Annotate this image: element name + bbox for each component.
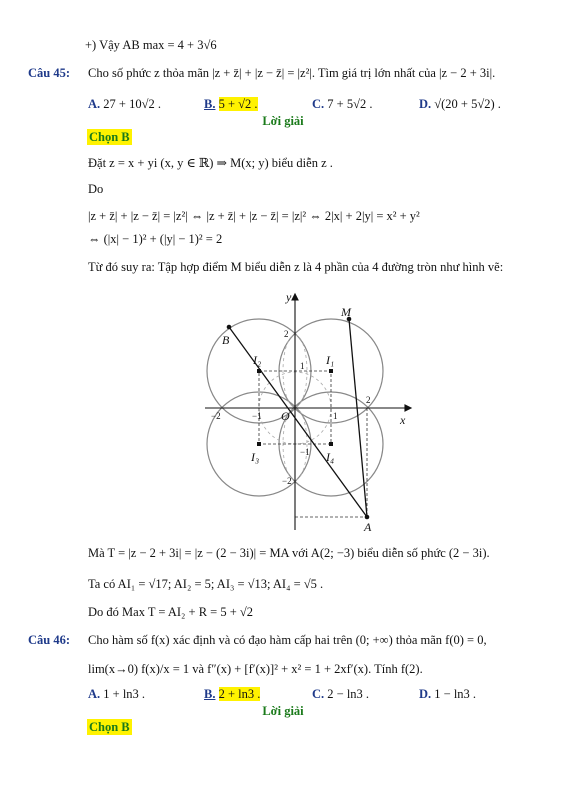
option-text: 5 + √2 . xyxy=(218,97,258,111)
q45-choice: Chọn B xyxy=(89,130,130,144)
option-text: 1 − ln3 . xyxy=(434,687,477,701)
option-text: 7 + 5√2 . xyxy=(327,97,373,111)
q46-option-b[interactable] xyxy=(204,686,260,702)
axis-y-label: y xyxy=(286,290,292,304)
option-text: 2 − ln3 . xyxy=(327,687,370,701)
top-line: +) Vậy AB max = 4 + 3√6 xyxy=(85,38,217,52)
q45-step-3: |z + z̄| + |z − z̄| = |z²| ⇔ |z + z̄| + |z − z̄| = |z|² ⇔ 2|x| + 2|y| = x² + y² xyxy=(88,209,420,223)
q46-solution-title: Lời giải xyxy=(262,704,304,718)
circles-figure xyxy=(198,285,418,535)
tick-y-2: 2 xyxy=(284,329,289,339)
tick-y-1: 1 xyxy=(300,361,305,371)
option-key: D. xyxy=(419,97,432,111)
q45-step-6: Mà T = |z − 2 + 3i| = |z − (2 − 3i)| = MA với A(2; −3) biểu diễn số phức (2 − 3i). xyxy=(88,546,490,560)
q45-option-b[interactable] xyxy=(204,96,258,112)
option-text: 27 + 10√2 . xyxy=(103,97,161,111)
tick-x-neg2: −2 xyxy=(211,411,221,421)
option-key: C. xyxy=(312,97,325,111)
q45-option-a[interactable] xyxy=(88,96,161,112)
question-45-stem: Cho số phức z thỏa mãn |z + z̄| + |z − z̄| = |z²|. Tìm giá trị lớn nhất của |z − 2 + 3i|. xyxy=(88,66,496,80)
q46-option-a[interactable] xyxy=(88,686,145,702)
option-text: 1 + ln3 . xyxy=(103,687,146,701)
q45-step-5: Từ đó suy ra: Tập hợp điểm M biểu diễn z là 4 phần của 4 đường tròn như hình vẽ: xyxy=(88,260,504,274)
q45-step-8: Do đó Max T = AI₂ + R = 5 + √2 xyxy=(88,605,254,619)
option-key: B. xyxy=(204,687,216,701)
q46-option-d[interactable] xyxy=(419,686,476,702)
q45-step-2: Do xyxy=(88,182,104,196)
label-i1: I₁ xyxy=(326,353,335,367)
option-key: A. xyxy=(88,97,101,111)
question-46-stem-2: lim(x→0) f(x)/x = 1 và f″(x) + [f′(x)]² + x² = 1 + 2xf′(x). Tính f(2). xyxy=(88,662,423,676)
option-key: A. xyxy=(88,687,101,701)
option-text: 2 + ln3 . xyxy=(218,687,261,701)
question-46-label: Câu 46: xyxy=(28,633,71,647)
label-m: M xyxy=(341,305,351,319)
label-i4: I₄ xyxy=(326,450,335,464)
option-key: C. xyxy=(312,687,325,701)
segments xyxy=(229,319,367,517)
q46-option-c[interactable] xyxy=(312,686,369,702)
origin-label: O xyxy=(281,409,290,423)
tick-x-2: 2 xyxy=(366,395,371,405)
q45-solution-title: Lời giải xyxy=(262,114,304,128)
question-46-stem-1: Cho hàm số f(x) xác định và có đạo hàm cấp hai trên (0; +∞) thỏa mãn f(0) = 0, xyxy=(88,633,487,647)
segment-ma xyxy=(349,319,367,517)
label-b: B xyxy=(222,333,230,347)
q46-choice: Chọn B xyxy=(89,720,130,734)
tick-x-neg1: −1 xyxy=(252,411,262,421)
option-text: √(20 + 5√2) . xyxy=(434,97,501,111)
label-a: A xyxy=(364,520,372,534)
option-key: D. xyxy=(419,687,432,701)
point-i3 xyxy=(257,442,261,446)
point-i4 xyxy=(329,442,333,446)
point-b xyxy=(227,325,232,330)
option-key: B. xyxy=(204,97,216,111)
q45-step-4: ⇔ (|x| − 1)² + (|y| − 1)² = 2 xyxy=(88,232,223,246)
tick-x-1: 1 xyxy=(333,411,338,421)
q45-step-1: Đặt z = x + yi (x, y ∈ ℝ) ⇒ M(x; y) biểu diễn z . xyxy=(88,156,333,170)
label-i2: I₂ xyxy=(253,353,262,367)
q45-option-d[interactable] xyxy=(419,96,501,112)
tick-y-neg1: −1 xyxy=(300,447,310,457)
points xyxy=(227,317,370,520)
q45-step-7: Ta có AI₁ = √17; AI₂ = 5; AI₃ = √13; AI₄ = √5 . xyxy=(88,577,324,591)
point-a xyxy=(365,515,370,520)
question-45-label: Câu 45: xyxy=(28,66,71,80)
label-i3: I₃ xyxy=(251,450,260,464)
point-i2 xyxy=(257,369,261,373)
tick-y-neg2: −2 xyxy=(282,476,292,486)
q45-option-c[interactable] xyxy=(312,96,372,112)
point-i1 xyxy=(329,369,333,373)
axes xyxy=(205,294,411,530)
axis-x-label: x xyxy=(400,413,406,427)
